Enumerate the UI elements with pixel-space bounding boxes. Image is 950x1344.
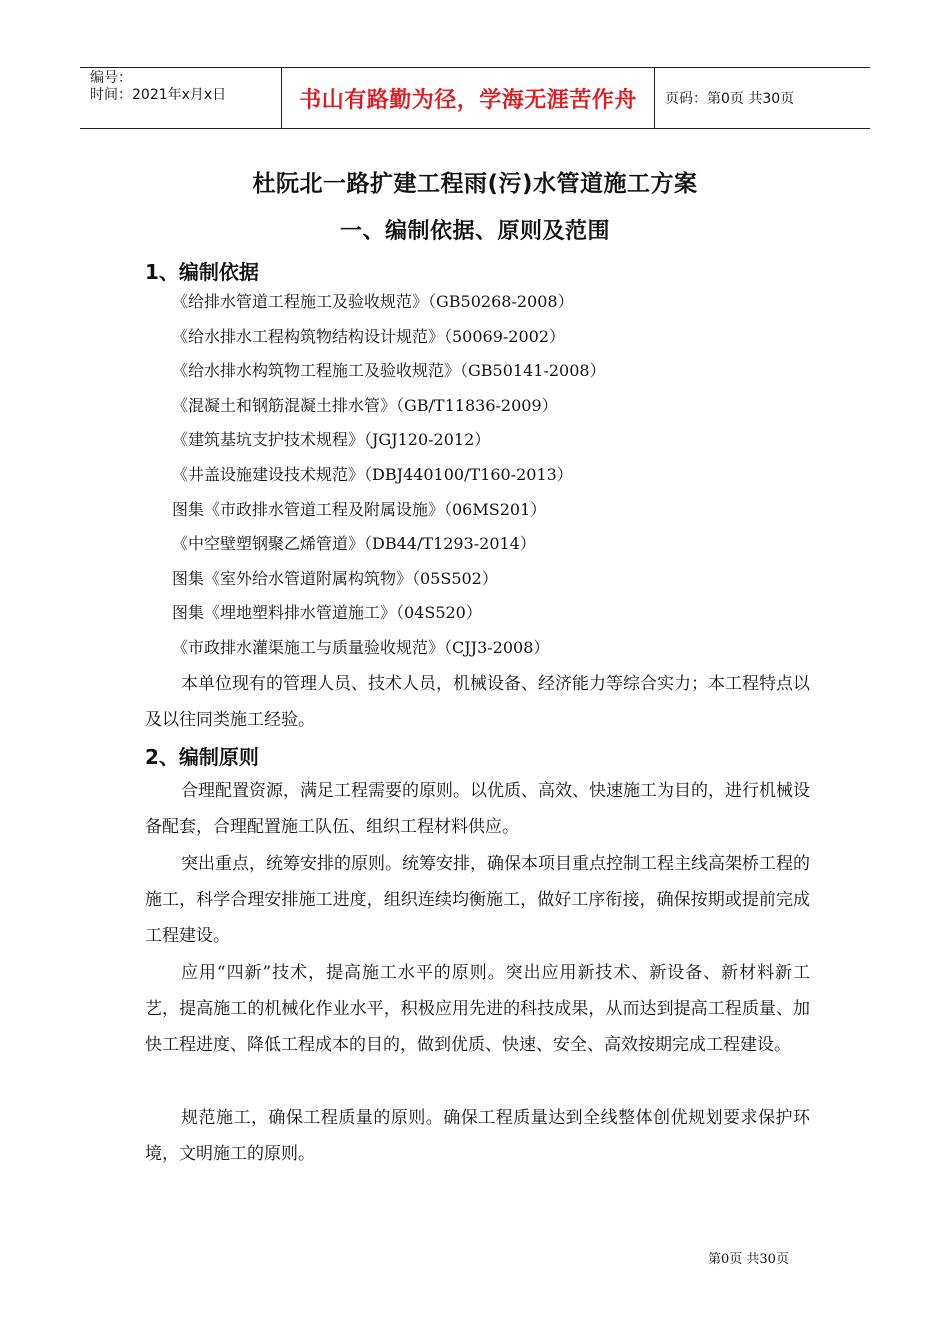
reference-item: 《井盖设施建设技术规范》（DBJ440100/T160-2013）: [172, 464, 573, 484]
header-motto-cell: [282, 68, 655, 128]
principle-heading: 2、编制原则: [145, 745, 259, 769]
page-footer: 第0页 共30页: [708, 1252, 789, 1267]
reference-item: 图集《室外给水管道附属构筑物》（05S502）: [172, 568, 498, 588]
section-title: 一、编制依据、原则及范围: [339, 219, 610, 244]
principle-paragraph: 突出重点，统筹安排的原则。统筹安排，确保本项目重点控制工程主线高架桥工程的施工，科学合理安排施工进度，组织连续均衡施工，做好工序衔接，确保按期或提前完成工程建设。: [145, 854, 810, 946]
basis-paragraph: 本单位现有的管理人员、技术人员，机械设备、经济能力等综合实力；本工程特点以及以往同类施工经验。: [145, 674, 810, 730]
header-page-cell: [655, 68, 870, 128]
principle-paragraph: 规范施工，确保工程质量的原则。确保工程质量达到全线整体创优规划要求保护环境，文明施工的原则。: [145, 1108, 810, 1164]
header-meta-cell: [80, 68, 282, 128]
reference-item: 《市政排水灌渠施工与质量验收规范》（CJJ3-2008）: [172, 637, 550, 657]
reference-item: 图集《埋地塑料排水管道施工》（04S520）: [172, 603, 482, 623]
document-title: 杜阮北一路扩建工程雨(污)水管道施工方案: [252, 171, 698, 197]
basis-heading: 1、编制依据: [145, 260, 259, 284]
reference-item: 《给水排水工程构筑物结构设计规范》（50069-2002）: [172, 326, 566, 346]
reference-list: [172, 288, 606, 669]
reference-item: 《混凝土和钢筋混凝土排水管》（GB/T11836-2009）: [172, 395, 558, 415]
document-header: [80, 67, 870, 129]
principle-paragraph: 合理配置资源，满足工程需要的原则。以优质、高效、快速施工为目的，进行机械设备配套，合理配置施工队伍、组织工程材料供应。: [145, 781, 810, 837]
reference-item: 《建筑基坑支护技术规程》（JGJ120-2012）: [172, 430, 491, 450]
motto-text: 书山有路勤为径，学海无涯苦作舟: [299, 87, 637, 113]
principle-paragraph: 应用“四新”技术，提高施工水平的原则。突出应用新技术、新设备、新材料新工艺，提高施工的机械化作业水平，积极应用先进的科技成果，从而达到提高工程质量、加快工程进度、降低工程成本的目的，做到优质、快速、安全、高效按期完成工程建设。: [145, 963, 810, 1055]
reference-item: 《中空壁塑钢聚乙烯管道》（DB44/T1293-2014）: [172, 534, 536, 554]
reference-item: 《给水排水构筑物工程施工及验收规范》（GB50141-2008）: [172, 361, 606, 381]
number-label: 编号：: [90, 70, 132, 86]
page-label: 页码：第0页 共30页: [665, 91, 795, 107]
reference-item: 图集《市政排水管道工程及附属设施》（06MS201）: [172, 499, 547, 519]
reference-item: 《给排水管道工程施工及验收规范》（GB50268-2008）: [172, 292, 574, 311]
time-label: 时间：2021年x月x日: [90, 87, 227, 103]
